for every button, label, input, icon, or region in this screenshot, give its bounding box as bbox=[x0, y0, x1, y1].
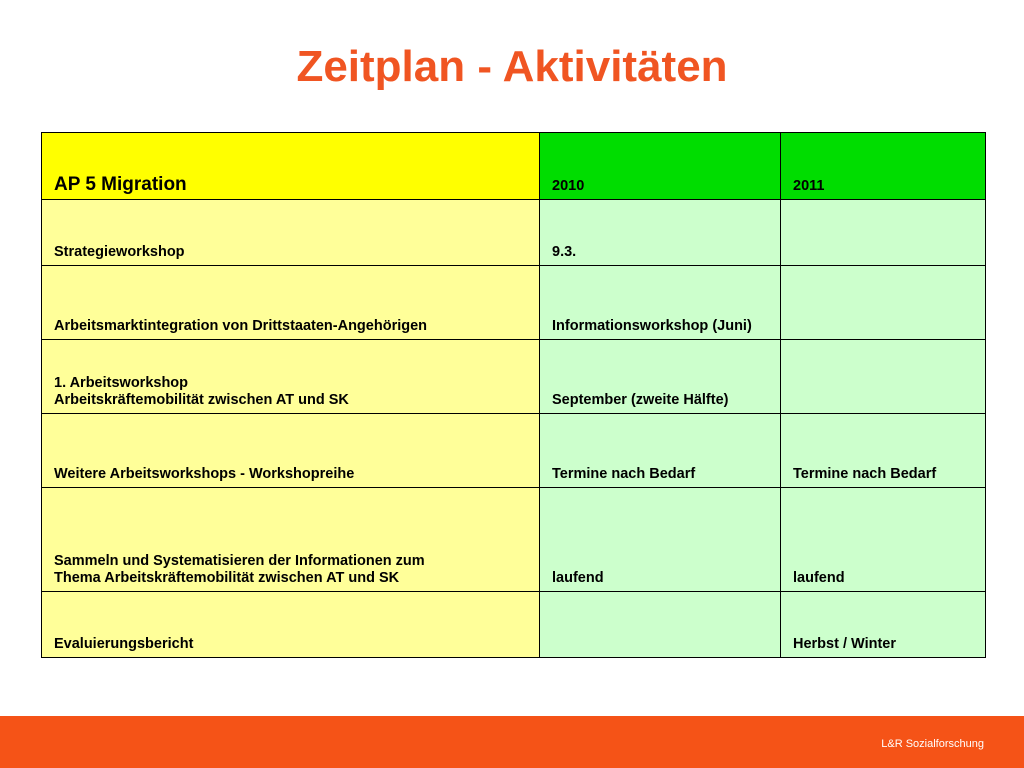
year-2011-cell: Herbst / Winter bbox=[781, 592, 986, 658]
year-2011-cell: Termine nach Bedarf bbox=[781, 414, 986, 488]
table-row bbox=[42, 592, 986, 658]
year-2010-cell: laufend bbox=[540, 488, 781, 592]
year-2010-cell: 9.3. bbox=[540, 200, 781, 266]
activity-cell bbox=[42, 340, 540, 414]
year-2011-cell: laufend bbox=[781, 488, 986, 592]
year-2010-cell bbox=[540, 592, 781, 658]
activity-line: Sammeln und Systematisieren der Informationen zum bbox=[54, 553, 425, 569]
slide-title: Zeitplan - Aktivitäten bbox=[296, 42, 728, 91]
year-2011-cell bbox=[781, 266, 986, 340]
schedule-table bbox=[41, 132, 986, 658]
activity-cell bbox=[42, 592, 540, 658]
year-2011-cell bbox=[781, 200, 986, 266]
activity-line: Weitere Arbeitsworkshops - Workshopreihe bbox=[54, 466, 355, 482]
activity-line: 1. Arbeitsworkshop bbox=[54, 375, 189, 391]
table-header-row bbox=[42, 133, 986, 200]
activity-cell bbox=[42, 414, 540, 488]
footer-label: L&R Sozialforschung bbox=[881, 738, 984, 750]
activity-line: Strategieworkshop bbox=[54, 244, 185, 260]
activity-cell bbox=[42, 266, 540, 340]
year-2010-cell: Termine nach Bedarf bbox=[540, 414, 781, 488]
activity-line: Evaluierungsbericht bbox=[54, 636, 194, 652]
activity-cell bbox=[42, 200, 540, 266]
activity-line: Thema Arbeitskräftemobilität zwischen AT und SK bbox=[54, 570, 400, 586]
table-row bbox=[42, 266, 986, 340]
header-year-2011-cell: 2011 bbox=[781, 133, 986, 200]
table-row bbox=[42, 414, 986, 488]
table-row bbox=[42, 200, 986, 266]
table-row bbox=[42, 340, 986, 414]
activity-line: Arbeitskräftemobilität zwischen AT und SK bbox=[54, 392, 349, 408]
table-row bbox=[42, 488, 986, 592]
header-year-2010-cell: 2010 bbox=[540, 133, 781, 200]
year-2010-cell: Informationsworkshop (Juni) bbox=[540, 266, 781, 340]
year-2010-cell: September (zweite Hälfte) bbox=[540, 340, 781, 414]
footer-bar bbox=[0, 716, 1024, 768]
activity-cell bbox=[42, 488, 540, 592]
header-activity-cell: AP 5 Migration bbox=[42, 133, 540, 200]
activity-line: Arbeitsmarktintegration von Drittstaaten-Angehörigen bbox=[54, 318, 428, 334]
year-2011-cell bbox=[781, 340, 986, 414]
